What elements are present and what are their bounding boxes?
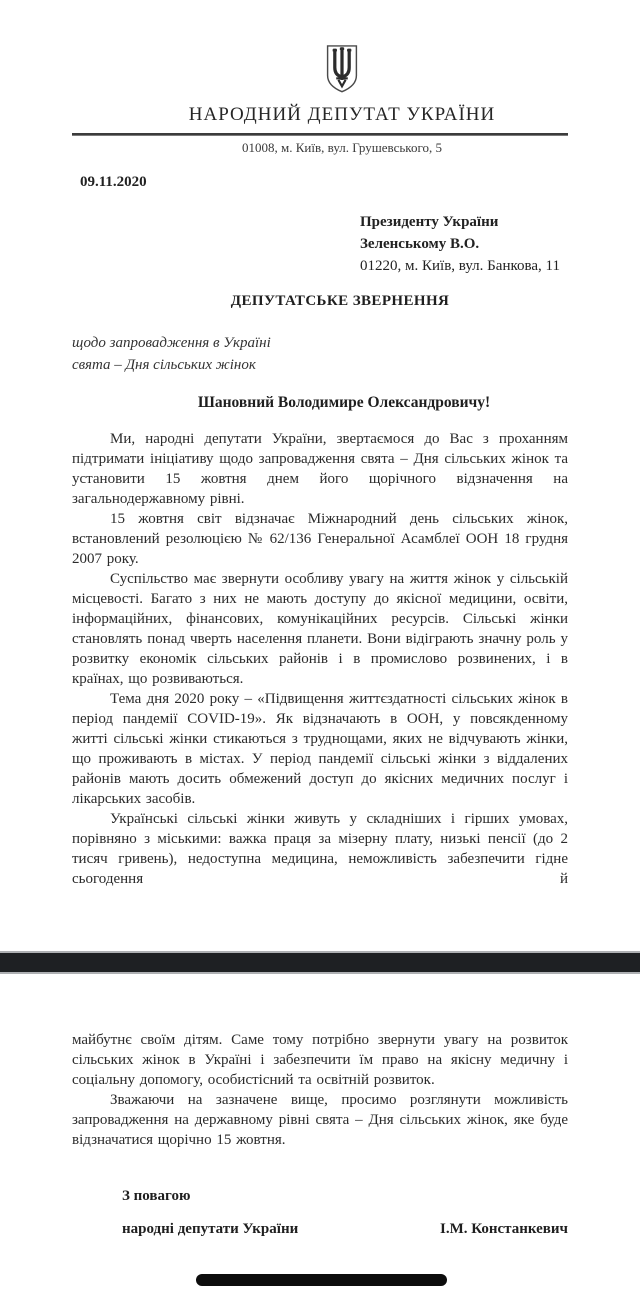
paragraph: Зважаючи на зазначене вище, просимо розглянути можливість запровадження на державному рівні свята – Дня сільських жінок, яке буде відзначатися щорічно 15 жовтня.	[72, 1092, 568, 1148]
ukraine-trident-icon	[324, 42, 360, 96]
signature-row	[72, 1221, 568, 1238]
paragraph: Суспільство має звернути особливу увагу на життя жінок у сільській місцевості. Багато з них не мають доступу до якісної медицини, освіти, інформаційних, фінансових, комунікаційних ресурсів. Сільські жінки становлять понад чверть населення планети. Вони відіграють значну роль у розвитку економік сільських районів і в промислово розвинених, і в країнах, що розвиваються.	[72, 571, 568, 687]
subject-block	[72, 332, 568, 376]
addressee-line-1: Президенту України	[360, 214, 499, 230]
body-page-2	[72, 1030, 568, 1150]
closing-line: З повагою	[122, 1188, 191, 1204]
page-separator-bar	[0, 951, 640, 974]
addressee-line-3: 01220, м. Київ, вул. Банкова, 11	[360, 258, 560, 274]
salutation: Шановний Володимире Олександровичу!	[197, 394, 491, 411]
letter-date: 09.11.2020	[80, 174, 147, 190]
org-address: 01008, м. Київ, вул. Грушевського, 5	[242, 140, 442, 155]
bottom-handle-bar	[196, 1274, 447, 1286]
paragraph: 15 жовтня світ відзначає Міжнародний день сільських жінок, встановлений резолюцією № 62/136 Генеральної Асамблеї ООН 18 грудня 2007 року.	[72, 511, 568, 567]
paragraph: майбутнє своїм дітям. Саме тому потрібно звернути увагу на розвиток сільських жінок в Україні і забезпечити їм право на якісну медичну і соціальну допомогу, особистісний та освітній розвиток.	[72, 1032, 568, 1088]
signer-name: І.М. Констанкевич	[440, 1221, 568, 1237]
subject-line-1: щодо запровадження в Україні	[72, 335, 271, 351]
page-1-content	[0, 42, 640, 889]
document-type-title: ДЕПУТАТСЬКЕ ЗВЕРНЕННЯ	[230, 293, 450, 309]
addressee-line-2: Зеленському В.О.	[360, 236, 480, 252]
header-divider	[72, 133, 568, 136]
signer-role: народні депутати України	[122, 1221, 299, 1237]
addressee-block	[360, 211, 568, 277]
subject-line-2: свята – Дня сільських жінок	[72, 357, 256, 373]
paragraph: Ми, народні депутати України, звертаємося до Вас з проханням підтримати ініціативу щодо запровадження свята – Дня сільських жінок та установити 15 жовтня днем його щорічного відзначення на загальнодержавному рівні.	[72, 431, 568, 507]
body-page-1	[72, 429, 568, 889]
org-title: НАРОДНИЙ ДЕПУТАТ УКРАЇНИ	[188, 104, 496, 125]
paragraph: Тема дня 2020 року – «Підвищення життєздатності сільських жінок в період пандемії COVID-19». Як відзначають в ООН, у повсякденному житті сільські жінки стикаються з труднощами, яких не відчувають жінки, що проживають в містах. У період пандемії сільські жінки з віддалених районів мають досить обмежений доступ до якісних медичних послуг і лікарських засобів.	[72, 691, 568, 807]
page-2-content	[0, 974, 640, 1238]
paragraph: Українські сільські жінки живуть у складніших і гірших умовах, порівняно з міськими: важка праця за мізерну плату, низькі пенсії (до 2 тисяч гривень), недоступна медицина, неможливість забезпечити гідне сьогодення й	[72, 811, 568, 887]
emblem-wrap	[94, 42, 590, 96]
